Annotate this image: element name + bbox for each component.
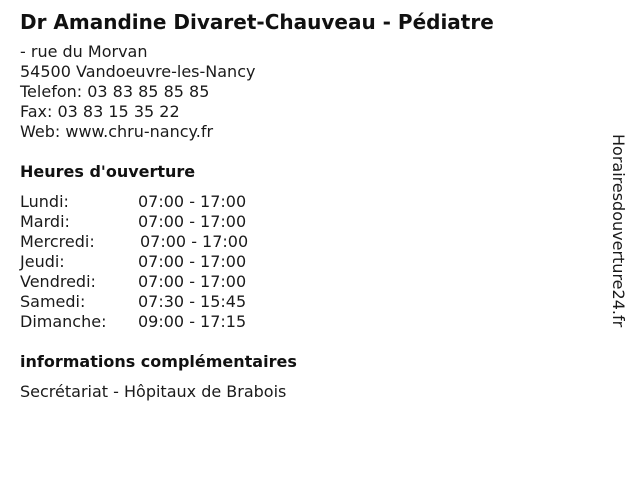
- day-label: Dimanche:: [20, 312, 107, 331]
- hours-row-dimanche: [20, 312, 600, 332]
- hours-row-mardi: [20, 212, 600, 232]
- hours-row-jeudi: [20, 252, 600, 272]
- day-time: 07:30 - 15:45: [138, 292, 247, 311]
- watermark-text: Horairesdouverture24.fr: [609, 134, 628, 328]
- hours-row-samedi: [20, 292, 600, 312]
- day-time: 07:00 - 17:00: [138, 252, 247, 271]
- day-label: Jeudi:: [20, 252, 65, 271]
- phone-number: Telefon: 03 83 85 85 85: [20, 82, 210, 101]
- day-time: 09:00 - 17:15: [138, 312, 247, 331]
- day-time: 07:00 - 17:00: [138, 212, 247, 231]
- info-text: Secrétariat - Hôpitaux de Brabois: [20, 382, 287, 401]
- day-label: Mercredi:: [20, 232, 95, 251]
- fax-number: Fax: 03 83 15 35 22: [20, 102, 180, 121]
- hours-row-lundi: [20, 192, 600, 212]
- day-time: 07:00 - 17:00: [140, 232, 249, 251]
- address-block: [20, 42, 600, 142]
- day-time: 07:00 - 17:00: [138, 272, 247, 291]
- day-label: Mardi:: [20, 212, 70, 231]
- main-content: [20, 10, 600, 402]
- page-title: Dr Amandine Divaret-Chauveau - Pédiatre: [20, 10, 494, 34]
- hours-heading: Heures d'ouverture: [20, 162, 196, 181]
- info-heading: informations complémentaires: [20, 352, 297, 371]
- hours-row-vendredi: [20, 272, 600, 292]
- hours-table: [20, 192, 600, 332]
- hours-row-mercredi: [20, 232, 600, 252]
- street-address: - rue du Morvan: [20, 42, 148, 61]
- city-address: 54500 Vandoeuvre-les-Nancy: [20, 62, 256, 81]
- day-label: Samedi:: [20, 292, 86, 311]
- website: Web: www.chru-nancy.fr: [20, 122, 214, 141]
- day-label: Lundi:: [20, 192, 69, 211]
- day-label: Vendredi:: [20, 272, 96, 291]
- day-time: 07:00 - 17:00: [138, 192, 247, 211]
